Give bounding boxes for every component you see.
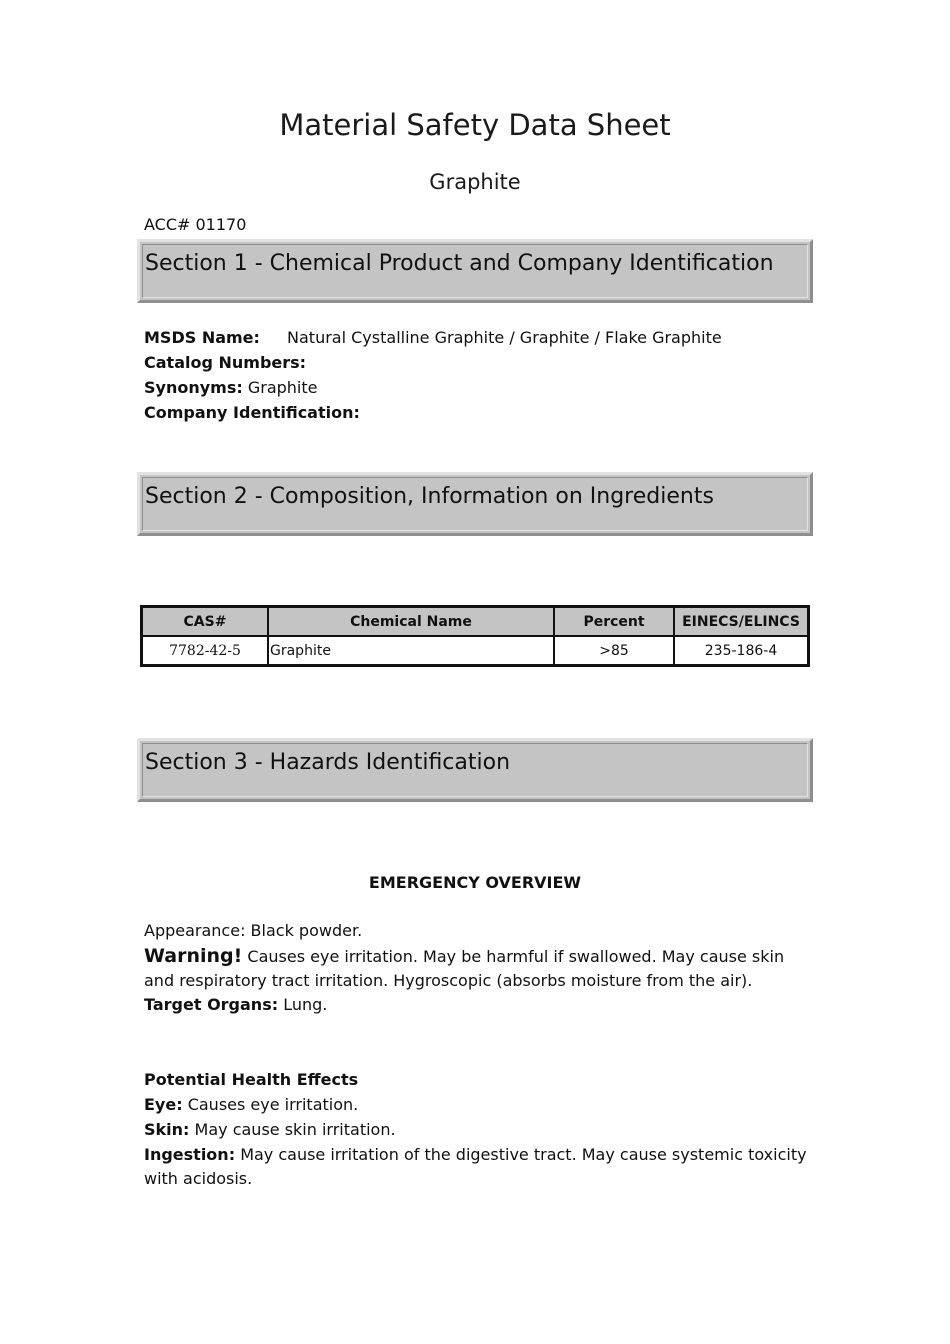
section-1-header (137, 239, 813, 303)
cell-chemical-name: Graphite (268, 636, 554, 665)
table-row (142, 636, 808, 665)
eye-row (144, 1095, 358, 1114)
section-3-header (137, 738, 813, 802)
appearance-text: Appearance: Black powder. (144, 921, 363, 940)
skin-row (144, 1120, 396, 1139)
ingestion-value: May cause irritation of the digestive tract. May cause systemic toxicity with acidosis. (144, 1145, 807, 1188)
ingestion-label: Ingestion: (144, 1145, 236, 1164)
msds-name-label: MSDS Name: (144, 328, 260, 347)
acc-number: ACC# 01170 (144, 215, 247, 234)
page-title: Material Safety Data Sheet (279, 108, 671, 142)
skin-value: May cause skin irritation. (194, 1120, 396, 1139)
target-organs-label: Target Organs: (144, 995, 279, 1014)
synonyms-label: Synonyms: (144, 378, 243, 397)
emergency-overview-heading: EMERGENCY OVERVIEW (368, 873, 582, 892)
msds-name-value: Natural Cystalline Graphite / Graphite / Flake Graphite (287, 328, 722, 347)
warning-label: Warning! (144, 945, 243, 967)
section-1-title: Section 1 - Chemical Product and Company Identification (145, 251, 774, 276)
header-cas: CAS# (142, 607, 268, 636)
cell-cas: 7782-42-5 (142, 636, 268, 665)
section-2-title: Section 2 - Composition, Information on Ingredients (145, 484, 714, 509)
skin-label: Skin: (144, 1120, 190, 1139)
eye-value: Causes eye irritation. (187, 1095, 359, 1114)
ingredients-table (140, 605, 810, 667)
header-einecs: EINECS/ELINCS (674, 607, 808, 636)
eye-label: Eye: (144, 1095, 183, 1114)
cell-einecs: 235-186-4 (674, 636, 808, 665)
health-effects-heading: Potential Health Effects (144, 1070, 359, 1089)
header-percent: Percent (554, 607, 674, 636)
cell-percent: >85 (554, 636, 674, 665)
product-name: Graphite (429, 170, 521, 194)
section-2-header (137, 472, 813, 536)
target-organs-value: Lung. (283, 995, 328, 1014)
table-header-row (142, 607, 808, 636)
company-identification-label: Company Identification: (144, 403, 360, 422)
header-chemical-name: Chemical Name (268, 607, 554, 636)
synonyms-row (144, 378, 317, 397)
msds-name-row (144, 328, 722, 347)
catalog-numbers-label: Catalog Numbers: (144, 353, 307, 372)
synonyms-value: Graphite (247, 378, 318, 397)
target-organs-row (144, 995, 327, 1014)
section-3-title: Section 3 - Hazards Identification (145, 750, 511, 775)
ingestion-paragraph (144, 1143, 814, 1191)
warning-text: Causes eye irritation. May be harmful if swallowed. May cause skin and respiratory tract irritation. Hygroscopic (absorbs moisture from the air). (144, 947, 785, 990)
warning-paragraph (144, 944, 814, 993)
